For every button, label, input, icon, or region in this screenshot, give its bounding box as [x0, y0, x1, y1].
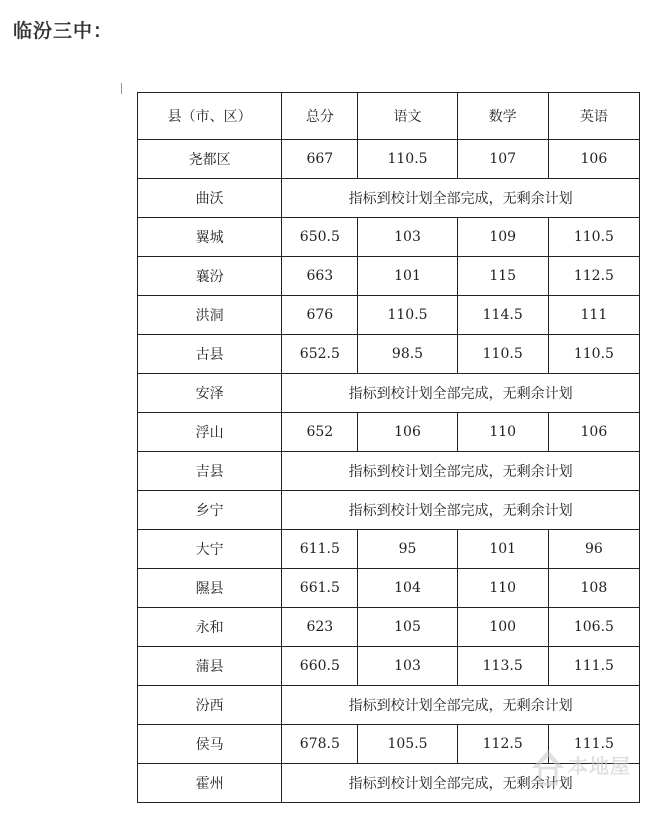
cell-county: 汾西 [138, 686, 282, 725]
cell-county: 古县 [138, 335, 282, 374]
cell-chinese: 98.5 [358, 335, 457, 374]
cell-math: 100 [457, 608, 548, 647]
cell-chinese: 95 [358, 530, 457, 569]
cell-note: 指标到校计划全部完成，无剩余计划 [282, 491, 640, 530]
page-heading: 临汾三中： [13, 20, 114, 42]
header-total: 总分 [282, 93, 358, 140]
table-row [138, 530, 640, 569]
cell-english: 106 [548, 140, 639, 179]
table-row [138, 452, 640, 491]
cell-chinese: 103 [358, 647, 457, 686]
cell-math: 110.5 [457, 335, 548, 374]
cell-county: 吉县 [138, 452, 282, 491]
table-row [138, 257, 640, 296]
cell-chinese: 103 [358, 218, 457, 257]
cell-math: 113.5 [457, 647, 548, 686]
cell-total: 660.5 [282, 647, 358, 686]
cell-note: 指标到校计划全部完成，无剩余计划 [282, 374, 640, 413]
cell-county: 浮山 [138, 413, 282, 452]
cell-chinese: 110.5 [358, 140, 457, 179]
cell-note: 指标到校计划全部完成，无剩余计划 [282, 764, 640, 803]
table-row [138, 491, 640, 530]
cell-english: 112.5 [548, 257, 639, 296]
cell-chinese: 106 [358, 413, 457, 452]
cell-math: 115 [457, 257, 548, 296]
cell-county: 永和 [138, 608, 282, 647]
cell-county: 翼城 [138, 218, 282, 257]
table-row [138, 413, 640, 452]
cell-math: 107 [457, 140, 548, 179]
cell-english: 106.5 [548, 608, 639, 647]
cell-math: 110 [457, 413, 548, 452]
table-row [138, 569, 640, 608]
cell-english: 108 [548, 569, 639, 608]
cell-total: 650.5 [282, 218, 358, 257]
cell-note: 指标到校计划全部完成，无剩余计划 [282, 179, 640, 218]
cell-county: 尧都区 [138, 140, 282, 179]
cell-total: 667 [282, 140, 358, 179]
cell-math: 114.5 [457, 296, 548, 335]
cell-chinese: 101 [358, 257, 457, 296]
cell-note: 指标到校计划全部完成，无剩余计划 [282, 686, 640, 725]
site-watermark [528, 748, 658, 798]
cell-chinese: 104 [358, 569, 457, 608]
table-row [138, 335, 640, 374]
table-row [138, 140, 640, 179]
header-county: 县（市、区） [138, 93, 282, 140]
table-row [138, 686, 640, 725]
cell-county: 乡宁 [138, 491, 282, 530]
cell-county: 霍州 [138, 764, 282, 803]
cell-county: 大宁 [138, 530, 282, 569]
table-row [138, 179, 640, 218]
cell-chinese: 105 [358, 608, 457, 647]
cell-county: 安泽 [138, 374, 282, 413]
cell-county: 侯马 [138, 725, 282, 764]
cell-english: 111 [548, 296, 639, 335]
header-english: 英语 [548, 93, 639, 140]
cell-math: 112.5 [457, 725, 548, 764]
cell-total: 611.5 [282, 530, 358, 569]
cell-county: 曲沃 [138, 179, 282, 218]
cell-total: 678.5 [282, 725, 358, 764]
cell-chinese: 105.5 [358, 725, 457, 764]
table-row [138, 218, 640, 257]
cell-total: 661.5 [282, 569, 358, 608]
cell-county: 洪洞 [138, 296, 282, 335]
cell-english: 111.5 [548, 647, 639, 686]
cell-math: 110 [457, 569, 548, 608]
cell-total: 652.5 [282, 335, 358, 374]
watermark-text: 本地屋 [568, 754, 631, 778]
cell-english: 110.5 [548, 335, 639, 374]
cell-total: 676 [282, 296, 358, 335]
cell-english: 111.5 [548, 725, 639, 764]
table-row [138, 374, 640, 413]
score-table [137, 92, 640, 803]
table-row [138, 296, 640, 335]
cell-english: 110.5 [548, 218, 639, 257]
cell-english: 96 [548, 530, 639, 569]
cell-county: 襄汾 [138, 257, 282, 296]
cell-total: 652 [282, 413, 358, 452]
table-row [138, 608, 640, 647]
cell-county: 隰县 [138, 569, 282, 608]
table-row [138, 647, 640, 686]
cell-note: 指标到校计划全部完成，无剩余计划 [282, 452, 640, 491]
header-chinese: 语文 [358, 93, 457, 140]
table-header-row [138, 93, 640, 140]
cell-total: 623 [282, 608, 358, 647]
cell-english: 106 [548, 413, 639, 452]
cell-total: 663 [282, 257, 358, 296]
header-math: 数学 [457, 93, 548, 140]
cell-county: 蒲县 [138, 647, 282, 686]
cell-chinese: 110.5 [358, 296, 457, 335]
margin-tick [121, 83, 122, 94]
house-logo-icon [530, 748, 566, 788]
cell-math: 101 [457, 530, 548, 569]
cell-math: 109 [457, 218, 548, 257]
